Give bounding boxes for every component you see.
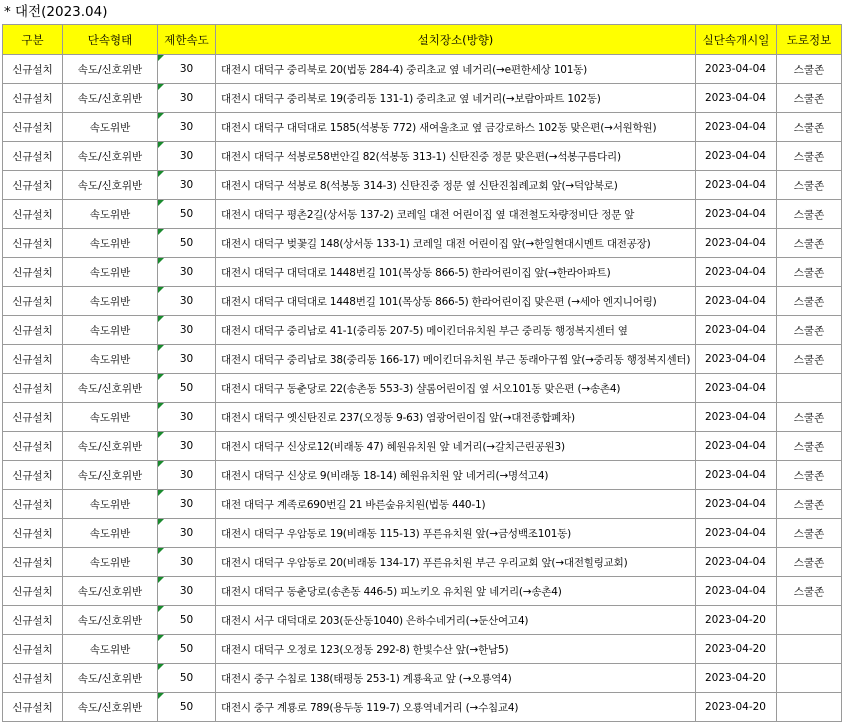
table-row: [3, 606, 842, 635]
cell-speed-limit: 30: [158, 403, 216, 432]
cell-start-date: 2023-04-20: [696, 664, 777, 693]
cell-location: 대전시 대덕구 옛신탄진로 237(오정동 9-63) 염광어린이집 앞(→대전종합폐차): [216, 403, 696, 432]
cell-location: 대전시 대덕구 평촌2길(상서동 137-2) 코레일 대전 어린이집 옆 대전철도차량정비단 정문 앞: [216, 200, 696, 229]
cell-enforcement: 속도위반: [63, 635, 158, 664]
cell-speed-limit: 30: [158, 84, 216, 113]
cell-type: 신규설치: [3, 577, 63, 606]
cell-enforcement: 속도위반: [63, 519, 158, 548]
cell-enforcement: 속도위반: [63, 316, 158, 345]
cell-enforcement: 속도/신호위반: [63, 606, 158, 635]
header-speed-limit: 제한속도: [158, 25, 216, 55]
cell-location: 대전시 대덕구 동춘당로(송촌동 446-5) 피노키오 유치원 앞 네거리(→송촌4): [216, 577, 696, 606]
cell-speed-limit: 30: [158, 142, 216, 171]
cell-type: 신규설치: [3, 171, 63, 200]
cell-start-date: 2023-04-04: [696, 229, 777, 258]
cell-road-info: 스쿨존: [777, 55, 842, 84]
cell-type: 신규설치: [3, 287, 63, 316]
cell-speed-limit: 30: [158, 432, 216, 461]
cell-type: 신규설치: [3, 490, 63, 519]
cell-enforcement: 속도/신호위반: [63, 664, 158, 693]
cell-type: 신규설치: [3, 258, 63, 287]
cell-location: 대전시 대덕구 우암동로 19(비래동 115-13) 푸른유치원 앞(→금성백조101동): [216, 519, 696, 548]
cell-start-date: 2023-04-04: [696, 55, 777, 84]
cell-location: 대전시 대덕구 대덕대로 1585(석봉동 772) 새여울초교 옆 금강로하스 102동 맞은편(→서원학원): [216, 113, 696, 142]
table-row: [3, 229, 842, 258]
cell-start-date: 2023-04-20: [696, 606, 777, 635]
cell-road-info: [777, 606, 842, 635]
cell-speed-limit: 50: [158, 200, 216, 229]
cell-speed-limit: 50: [158, 229, 216, 258]
table-row: [3, 345, 842, 374]
cell-road-info: 스쿨존: [777, 84, 842, 113]
cell-road-info: 스쿨존: [777, 461, 842, 490]
cell-location: 대전시 대덕구 석봉로 8(석봉동 314-3) 신탄진중 정문 옆 신탄진침례교회 앞(→덕암북로): [216, 171, 696, 200]
cell-start-date: 2023-04-04: [696, 142, 777, 171]
page-title: * 대전(2023.04): [4, 4, 108, 20]
table-row: [3, 490, 842, 519]
cell-start-date: 2023-04-04: [696, 519, 777, 548]
cell-type: 신규설치: [3, 316, 63, 345]
cell-road-info: 스쿨존: [777, 113, 842, 142]
cell-type: 신규설치: [3, 635, 63, 664]
cell-enforcement: 속도/신호위반: [63, 461, 158, 490]
cell-road-info: [777, 374, 842, 403]
cell-start-date: 2023-04-04: [696, 84, 777, 113]
cell-speed-limit: 30: [158, 519, 216, 548]
header-type: 구분: [3, 25, 63, 55]
cell-start-date: 2023-04-04: [696, 171, 777, 200]
table-row: [3, 113, 842, 142]
header-start-date: 실단속개시일: [696, 25, 777, 55]
cell-location: 대전시 대덕구 신상로 9(비래동 18-14) 혜원유치원 앞 네거리(→명석고4): [216, 461, 696, 490]
cell-speed-limit: 50: [158, 664, 216, 693]
cell-road-info: 스쿨존: [777, 548, 842, 577]
cell-location: 대전시 대덕구 중리북로 19(중리동 131-1) 중리초교 옆 네거리(→보람아파트 102동): [216, 84, 696, 113]
cell-enforcement: 속도위반: [63, 490, 158, 519]
table-row: [3, 171, 842, 200]
cell-location: 대전시 대덕구 중리북로 20(법동 284-4) 중리초교 옆 네거리(→e편한세상 101동): [216, 55, 696, 84]
table-row: [3, 258, 842, 287]
cell-speed-limit: 30: [158, 461, 216, 490]
cell-type: 신규설치: [3, 403, 63, 432]
cell-type: 신규설치: [3, 345, 63, 374]
header-road-info: 도로정보: [777, 25, 842, 55]
cell-speed-limit: 30: [158, 287, 216, 316]
cell-location: 대전시 대덕구 오정로 123(오정동 292-8) 한빛수산 앞(→한남5): [216, 635, 696, 664]
cell-enforcement: 속도위반: [63, 200, 158, 229]
cell-start-date: 2023-04-04: [696, 287, 777, 316]
cell-start-date: 2023-04-04: [696, 200, 777, 229]
cell-location: 대전시 대덕구 대덕대로 1448번길 101(목상동 866-5) 한라어린이집 앞(→한라아파트): [216, 258, 696, 287]
table-row: [3, 432, 842, 461]
table-row: [3, 287, 842, 316]
cell-road-info: 스쿨존: [777, 258, 842, 287]
table-row: [3, 55, 842, 84]
cell-location: 대전시 대덕구 대덕대로 1448번길 101(목상동 866-5) 한라어린이집 맞은편 (→세아 엔지니어링): [216, 287, 696, 316]
cell-type: 신규설치: [3, 374, 63, 403]
cell-location: 대전시 서구 대덕대로 203(둔산동1040) 은하수네거리(→둔산여고4): [216, 606, 696, 635]
table-row: [3, 142, 842, 171]
cell-speed-limit: 50: [158, 635, 216, 664]
table-row: [3, 84, 842, 113]
cell-location: 대전시 대덕구 신상로12(비래동 47) 혜원유치원 앞 네거리(→갈치근린공원3): [216, 432, 696, 461]
cell-road-info: 스쿨존: [777, 345, 842, 374]
cell-road-info: 스쿨존: [777, 229, 842, 258]
cell-location: 대전시 대덕구 벚꽃길 148(상서동 133-1) 코레일 대전 어린이집 앞(→한일현대시멘트 대전공장): [216, 229, 696, 258]
cell-start-date: 2023-04-04: [696, 374, 777, 403]
cell-type: 신규설치: [3, 693, 63, 722]
cell-type: 신규설치: [3, 113, 63, 142]
cell-speed-limit: 30: [158, 548, 216, 577]
cell-enforcement: 속도/신호위반: [63, 693, 158, 722]
cell-speed-limit: 30: [158, 171, 216, 200]
cell-start-date: 2023-04-04: [696, 490, 777, 519]
cell-speed-limit: 30: [158, 258, 216, 287]
cell-location: 대전시 대덕구 석봉로58번안길 82(석봉동 313-1) 신탄진중 정문 맞은편(→석봉구름다리): [216, 142, 696, 171]
cell-type: 신규설치: [3, 200, 63, 229]
cell-speed-limit: 50: [158, 693, 216, 722]
cell-start-date: 2023-04-04: [696, 258, 777, 287]
table-row: [3, 635, 842, 664]
cell-road-info: [777, 693, 842, 722]
table-body: [3, 55, 842, 722]
cell-start-date: 2023-04-04: [696, 316, 777, 345]
cell-road-info: 스쿨존: [777, 142, 842, 171]
cell-type: 신규설치: [3, 142, 63, 171]
cell-location: 대전시 대덕구 동춘당로 22(송촌동 553-3) 샬롬어린이집 옆 서오101동 맞은편 (→송촌4): [216, 374, 696, 403]
header-enforcement: 단속형태: [63, 25, 158, 55]
cell-type: 신규설치: [3, 548, 63, 577]
cell-road-info: 스쿨존: [777, 316, 842, 345]
cell-speed-limit: 50: [158, 374, 216, 403]
table-row: [3, 693, 842, 722]
cell-road-info: [777, 664, 842, 693]
header-location: 설치장소(방향): [216, 25, 696, 55]
cell-enforcement: 속도/신호위반: [63, 432, 158, 461]
cell-road-info: 스쿨존: [777, 287, 842, 316]
cell-road-info: 스쿨존: [777, 403, 842, 432]
cell-road-info: 스쿨존: [777, 200, 842, 229]
cell-enforcement: 속도위반: [63, 113, 158, 142]
cell-enforcement: 속도위반: [63, 287, 158, 316]
cell-start-date: 2023-04-20: [696, 635, 777, 664]
cell-speed-limit: 30: [158, 113, 216, 142]
cell-start-date: 2023-04-04: [696, 113, 777, 142]
cell-type: 신규설치: [3, 519, 63, 548]
cell-type: 신규설치: [3, 55, 63, 84]
cell-start-date: 2023-04-04: [696, 577, 777, 606]
cell-speed-limit: 50: [158, 606, 216, 635]
cell-enforcement: 속도위반: [63, 229, 158, 258]
cell-start-date: 2023-04-04: [696, 432, 777, 461]
table-row: [3, 316, 842, 345]
cell-start-date: 2023-04-04: [696, 345, 777, 374]
cell-enforcement: 속도위반: [63, 403, 158, 432]
cell-enforcement: 속도위반: [63, 548, 158, 577]
cell-start-date: 2023-04-20: [696, 693, 777, 722]
table-row: [3, 461, 842, 490]
table-row: [3, 577, 842, 606]
cell-road-info: [777, 635, 842, 664]
cell-road-info: 스쿨존: [777, 171, 842, 200]
cell-enforcement: 속도위반: [63, 345, 158, 374]
cell-speed-limit: 30: [158, 55, 216, 84]
cell-enforcement: 속도/신호위반: [63, 171, 158, 200]
cell-location: 대전 대덕구 계족로690번길 21 바른숲유치원(법동 440-1): [216, 490, 696, 519]
table-row: [3, 403, 842, 432]
cell-enforcement: 속도/신호위반: [63, 142, 158, 171]
cell-type: 신규설치: [3, 229, 63, 258]
cell-enforcement: 속도위반: [63, 258, 158, 287]
cell-road-info: 스쿨존: [777, 577, 842, 606]
table-row: [3, 664, 842, 693]
cell-speed-limit: 30: [158, 316, 216, 345]
cell-location: 대전시 중구 계룡로 789(용두동 119-7) 오룡역네거리 (→수침교4): [216, 693, 696, 722]
table-row: [3, 374, 842, 403]
cell-road-info: 스쿨존: [777, 519, 842, 548]
cell-type: 신규설치: [3, 461, 63, 490]
cell-type: 신규설치: [3, 606, 63, 635]
cell-enforcement: 속도/신호위반: [63, 577, 158, 606]
cell-location: 대전시 대덕구 중리남로 41-1(중리동 207-5) 메이킨더유치원 부근 중리동 행정복지센터 옆: [216, 316, 696, 345]
cell-start-date: 2023-04-04: [696, 548, 777, 577]
cell-type: 신규설치: [3, 84, 63, 113]
table-row: [3, 519, 842, 548]
cell-speed-limit: 30: [158, 345, 216, 374]
cell-location: 대전시 대덕구 우암동로 20(비래동 134-17) 푸른유치원 부근 우리교회 앞(→대전힐링교회): [216, 548, 696, 577]
enforcement-camera-table: [2, 24, 842, 722]
header-row: [3, 25, 842, 55]
cell-type: 신규설치: [3, 664, 63, 693]
cell-start-date: 2023-04-04: [696, 403, 777, 432]
table-row: [3, 548, 842, 577]
cell-road-info: 스쿨존: [777, 490, 842, 519]
cell-start-date: 2023-04-04: [696, 461, 777, 490]
cell-enforcement: 속도/신호위반: [63, 55, 158, 84]
cell-enforcement: 속도/신호위반: [63, 374, 158, 403]
cell-type: 신규설치: [3, 432, 63, 461]
cell-location: 대전시 중구 수침로 138(태평동 253-1) 계룡육교 앞 (→오룡역4): [216, 664, 696, 693]
cell-location: 대전시 대덕구 중리남로 38(중리동 166-17) 메이킨더유치원 부근 동래아구찜 앞(→중리동 행정복지센터): [216, 345, 696, 374]
cell-enforcement: 속도/신호위반: [63, 84, 158, 113]
table-row: [3, 200, 842, 229]
cell-speed-limit: 30: [158, 490, 216, 519]
cell-road-info: 스쿨존: [777, 432, 842, 461]
cell-speed-limit: 30: [158, 577, 216, 606]
